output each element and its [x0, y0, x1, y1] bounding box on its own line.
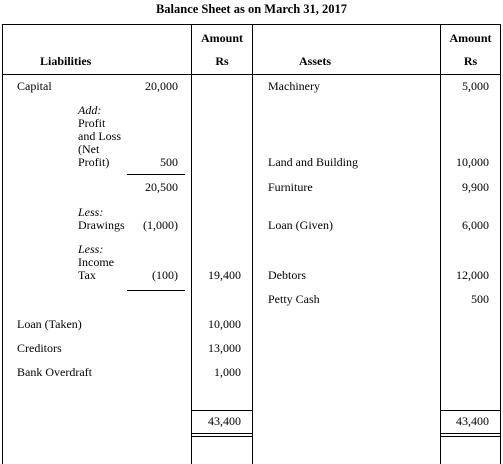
drawings-label: Drawings: [78, 218, 125, 232]
capital-net-value: 19,400: [208, 268, 241, 282]
profit-line-2: and Loss: [78, 129, 121, 143]
profit-line-4: Profit): [78, 155, 110, 169]
loan-given-label: Loan (Given): [268, 218, 333, 232]
profit-line-3: (Net: [78, 142, 100, 156]
subtotal-value: 20,500: [145, 180, 178, 194]
bank-overdraft-value: 1,000: [214, 365, 241, 379]
less-label-1: Less:: [78, 205, 104, 219]
tax-value: (100): [152, 268, 178, 282]
petty-cash-label: Petty Cash: [268, 292, 320, 306]
liab-amount-right-border: [252, 24, 253, 464]
subtotal-line: [127, 174, 185, 175]
capital-label: Capital: [17, 79, 52, 93]
header-assets-rs: Rs: [463, 54, 478, 68]
machinery-label: Machinery: [268, 79, 320, 93]
profit-line-1: Profit: [78, 116, 106, 130]
asset-total-double-line: [441, 436, 500, 437]
loan-taken-label: Loan (Taken): [17, 317, 82, 331]
liab-total-top-line: [192, 410, 252, 411]
profit-value: 500: [160, 155, 178, 169]
machinery-value: 5,000: [462, 79, 489, 93]
furniture-value: 9,900: [462, 180, 489, 194]
tax-line-1: Income: [78, 255, 114, 269]
liab-total-double-line: [192, 436, 252, 437]
loan-taken-value: 10,000: [208, 317, 241, 331]
left-border: [2, 24, 3, 464]
drawings-value: (1,000): [143, 218, 178, 232]
furniture-label: Furniture: [268, 180, 313, 194]
header-liabilities: Liabilities: [40, 54, 92, 68]
header-rs: Rs: [215, 54, 229, 68]
liab-amount-left-border: [191, 24, 192, 464]
creditors-label: Creditors: [17, 341, 62, 355]
page-title: Balance Sheet as on March 31, 2017: [155, 2, 348, 16]
header-assets-amount: Amount: [449, 31, 492, 45]
loan-given-value: 6,000: [462, 218, 489, 232]
debtors-label: Debtors: [268, 268, 306, 282]
liabilities-total: 43,400: [208, 414, 241, 428]
capital-value: 20,000: [145, 79, 178, 93]
creditors-value: 13,000: [208, 341, 241, 355]
petty-cash-value: 500: [471, 292, 489, 306]
assets-total: 43,400: [456, 414, 489, 428]
liab-total-bottom-line: [192, 433, 252, 434]
inner-total-line: [127, 290, 185, 291]
debtors-value: 12,000: [456, 268, 489, 282]
bank-overdraft-label: Bank Overdraft: [17, 365, 92, 379]
asset-total-bottom-line: [441, 433, 500, 434]
asset-total-top-line: [441, 410, 500, 411]
header-amount: Amount: [200, 31, 243, 45]
right-border: [500, 24, 501, 464]
land-building-label: Land and Building: [268, 155, 358, 169]
tax-line-2: Tax: [78, 268, 96, 282]
add-label: Add:: [78, 103, 102, 117]
header-assets: Assets: [299, 54, 331, 68]
less-label-2: Less:: [78, 242, 104, 256]
land-building-value: 10,000: [456, 155, 489, 169]
